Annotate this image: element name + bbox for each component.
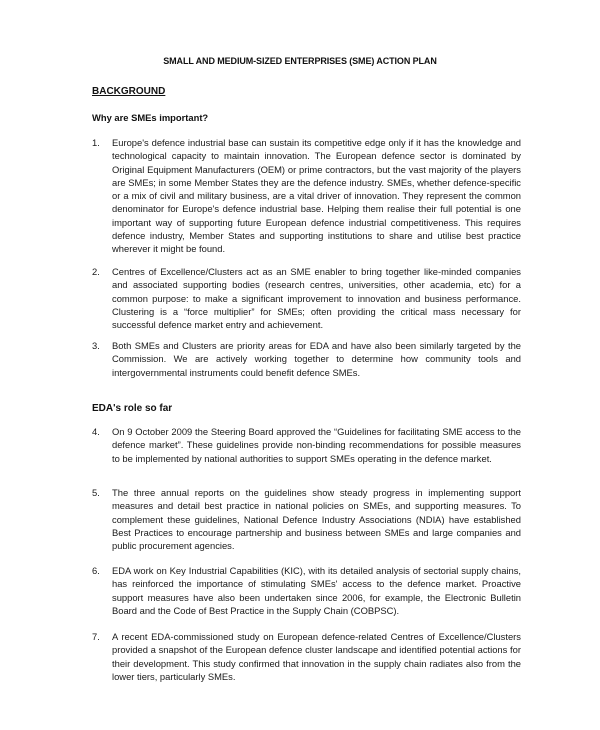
document-title: SMALL AND MEDIUM-SIZED ENTERPRISES (SME) ACTION PLAN <box>163 56 437 66</box>
list-item-2 <box>92 265 521 331</box>
item-text: EDA work on Key Industrial Capabilities (KIC), with its detailed analysis of sectorial supply chains, has reinforced the importance of stimulating SMEs' access to the defence market. Proactive support measures have also been undertaken since 2006, for example, the Electronic Bulletin Board and the Code of Best Practice in the Supply Chain (COBPSC). <box>112 565 521 616</box>
item-number: 5. <box>92 487 100 498</box>
why-smes-heading: Why are SMEs important? <box>92 112 209 123</box>
item-text: The three annual reports on the guidelines show steady progress in implementing support measures and detail best practice in national policies on SMEs, and supporting measures. To complement these guidelines, National Defence Industry Associations (NDIA) have established Best Practices to encourage partnership and business between SMEs and large companies and public procurement agencies. <box>112 487 521 552</box>
item-number: 3. <box>92 340 100 351</box>
list-item-1 <box>92 136 521 256</box>
item-text: Centres of Excellence/Clusters act as an SME enabler to bring together like-minded companies and associated supporting bodies (research centres, universities, other academia, etc) for a common purpose: to make a significant improvement to innovation and business performance. Clustering is a “force multiplier” for SMEs; often providing the critical mass necessary for successful defence market entry and achievement. <box>112 266 521 331</box>
item-text: Both SMEs and Clusters are priority areas for EDA and have also been similarly targeted by the Commission. We are actively working together to determine how community tools and intergovernmental instruments could benefit defence SMEs. <box>112 340 521 378</box>
background-heading: BACKGROUND <box>92 86 166 97</box>
list-item-3 <box>92 339 521 379</box>
item-number: 4. <box>92 426 100 437</box>
eda-role-heading: EDA's role so far <box>92 403 173 414</box>
item-number: 7. <box>92 631 100 642</box>
item-number: 2. <box>92 266 100 277</box>
item-text: Europe's defence industrial base can sustain its competitive edge only if it has the knowledge and technological capacity to maintain innovation. The European defence sector is dominated by Original Equipment Manufacturers (OEM) or prime contractors, but the vast majority of the players are SMEs; in some Member States they are the defence industry. SMEs, whether defence-specific or a mix of civil and military business, are a vital driver of innovation. They represent the common denominator for Europe's defence industrial base. Helping them realise their full potential is one important way of supporting future European defence industrial competitiveness. This requires defence industry, Member States and supporting institutions to share and utilise best practice wherever it might be found. <box>112 137 521 255</box>
item-text: A recent EDA-commissioned study on European defence-related Centres of Excellence/Clusters provided a snapshot of the European defence cluster landscape and identified potential actions for their development. This study confirmed that innovation in the supply chain radiates also from the lower tiers, particularly SMEs. <box>112 631 521 682</box>
item-text: On 9 October 2009 the Steering Board approved the “Guidelines for facilitating SME access to the defence market”. These guidelines provide non-binding recommendations for possible measures to be implemented by national authorities to support SMEs operating in the defence market. <box>112 426 521 464</box>
item-number: 6. <box>92 565 100 576</box>
list-item-5 <box>92 486 521 552</box>
list-item-7 <box>92 630 521 683</box>
item-number: 1. <box>92 137 100 148</box>
list-item-4 <box>92 425 521 465</box>
list-item-6 <box>92 564 521 617</box>
